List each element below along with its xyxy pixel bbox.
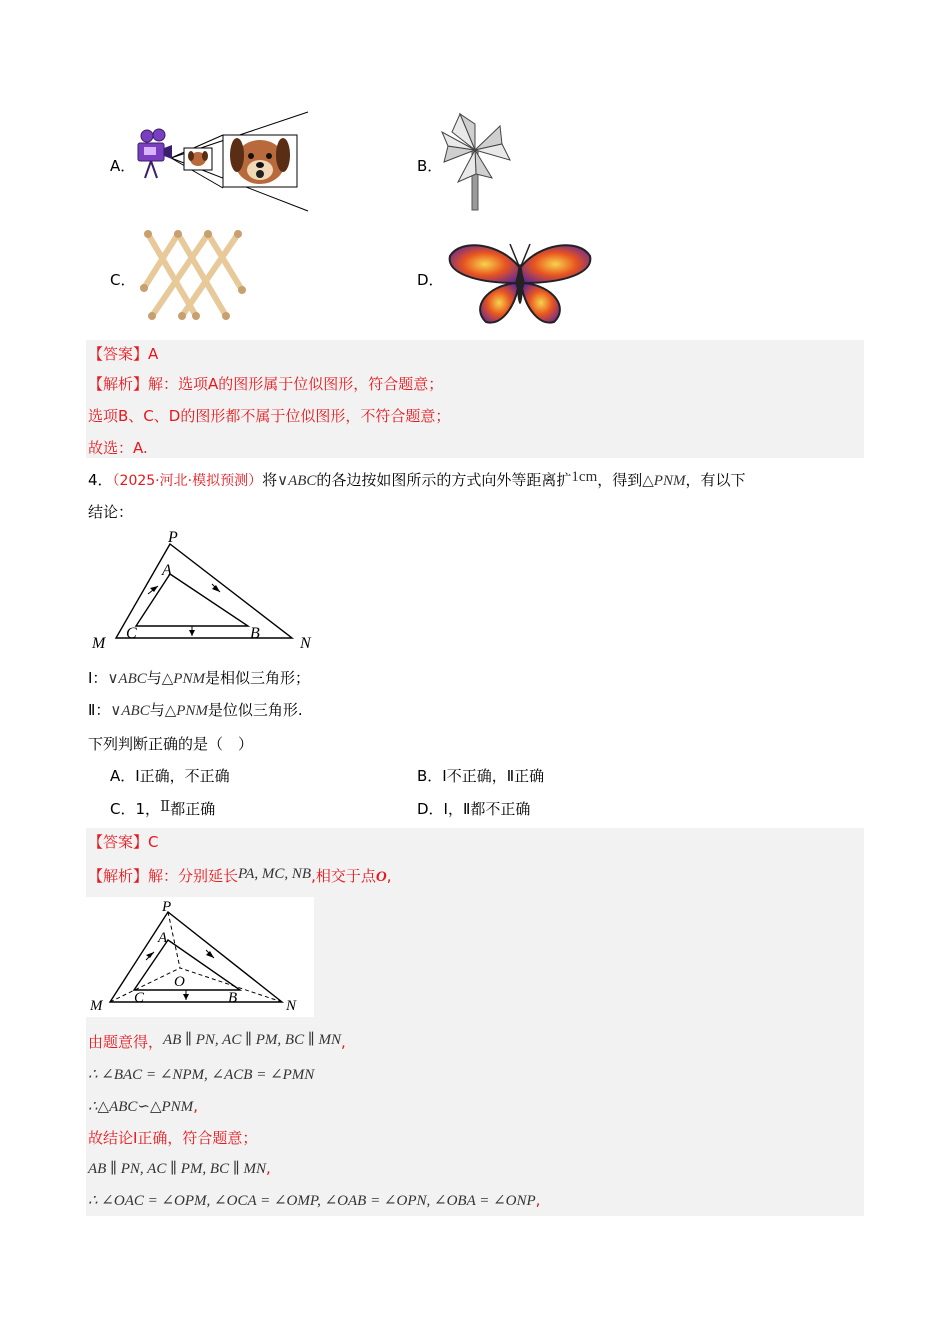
q4-analysis-line-4 (88, 1096, 198, 1117)
analysis-text: , (535, 1191, 541, 1209)
analysis-text: 解：分别延长 (148, 867, 239, 885)
conclusion-triangle: △PNM (161, 671, 205, 687)
answer-prefix: 【答案】 (88, 345, 149, 363)
answer-prefix: 【答案】 (88, 833, 149, 851)
q3-analysis-line-3: 故选：A. (88, 439, 148, 457)
butterfly-figure (446, 238, 594, 326)
wooden-rack-figure (138, 228, 250, 323)
q4-analysis-line-2 (88, 1032, 346, 1053)
label-p: P (168, 529, 178, 546)
label-m: M (92, 635, 106, 652)
q4-analysis-line-3 (88, 1064, 314, 1085)
analysis-text: ,相交于点 (311, 867, 376, 885)
q4-distance: 1cm (571, 469, 598, 485)
conclusion-text: 与 (146, 669, 162, 687)
option-roman: Ⅱ (160, 799, 171, 815)
solution-triangle-figure (88, 898, 314, 1016)
conclusion-triangle: △PNM (164, 703, 208, 719)
q4-text: ，有以下 (685, 471, 746, 489)
label-n: N (286, 998, 297, 1014)
conclusion-text: 是位似三角形. (207, 701, 303, 719)
q3-analysis-line-1 (88, 374, 443, 394)
analysis-point-o: O (375, 869, 387, 885)
q4-conclusion-1 (88, 668, 310, 689)
camera-projection-figure (135, 110, 310, 215)
q4-analysis-line-1 (88, 866, 392, 887)
q4-option-a: A．Ⅰ正确，不正确 (110, 767, 230, 785)
q4-analysis-line-7 (88, 1190, 540, 1211)
triangle-figure (88, 530, 328, 654)
analysis-text: 解：选项A的图形属于位似图形，符合题意； (148, 375, 444, 393)
label-a: A (162, 562, 172, 579)
q4-option-d: D．Ⅰ，Ⅱ都不正确 (417, 800, 531, 818)
analysis-prefix: 【解析】 (88, 375, 149, 393)
analysis-math: PA, MC, NB (238, 866, 312, 882)
answer-value: C (148, 833, 159, 851)
label-b: B (228, 990, 238, 1006)
analysis-math: ∴ ∠OAC = ∠OPM, ∠OCA = ∠OMP, ∠OAB = ∠OPN, ∠OBA = ∠ONP (88, 1193, 536, 1209)
q4-conclusion-2 (88, 700, 303, 721)
conclusion-text: 是相似三角形； (204, 669, 310, 687)
analysis-text: 由题意得， (88, 1033, 164, 1051)
q4-source: （2025·河北·模拟预测） (112, 473, 263, 489)
q4-triangle-pnm: △PNM (642, 473, 686, 489)
q4-stem-line-2: 结论： (88, 503, 134, 521)
option-a-label: A． (110, 157, 136, 175)
q3-analysis-line-2: 选项B、C、D的图形都不属于位似图形，不符合题意； (88, 407, 451, 425)
conclusion-number: Ⅱ： (88, 701, 111, 719)
analysis-math: ∴ ∠BAC = ∠NPM, ∠ACB = ∠PMN (88, 1067, 315, 1083)
q4-analysis-line-5: 故结论Ⅰ正确，符合题意； (88, 1129, 258, 1147)
label-o: O (174, 974, 185, 990)
analysis-text: , (193, 1097, 198, 1115)
q4-stem-line-1 (88, 470, 745, 491)
conclusion-number: Ⅰ： (88, 669, 108, 687)
answer-value: A (148, 345, 159, 363)
q4-number: 4． (88, 471, 113, 489)
option-text: 都正确 (170, 800, 216, 818)
conclusion-triangle: ∨ABC (107, 671, 147, 687)
analysis-text: , (266, 1159, 271, 1177)
option-d-label: D． (417, 271, 444, 289)
q4-answer-line (88, 832, 159, 852)
analysis-math: AB ∥ PN, AC ∥ PM, BC ∥ MN (88, 1161, 267, 1177)
conclusion-triangle: ∨ABC (110, 703, 150, 719)
q4-analysis-line-6 (88, 1158, 271, 1179)
q4-text: ，得到 (597, 471, 643, 489)
label-p: P (162, 899, 172, 915)
label-b: B (250, 625, 260, 642)
analysis-prefix: 【解析】 (88, 867, 149, 885)
q4-text: 的各边按如图所示的方式向外等距离扩 (316, 471, 572, 489)
analysis-math: ∴△ABC∽△PNM (88, 1099, 194, 1115)
analysis-text: , (341, 1033, 346, 1051)
option-b-label: B． (417, 157, 443, 175)
q3-answer-line (88, 344, 158, 364)
q4-question: 下列判断正确的是（ ） (88, 735, 254, 753)
label-m: M (90, 998, 103, 1014)
q3-answer-panel (86, 340, 864, 458)
analysis-math: AB ∥ PN, AC ∥ PM, BC ∥ MN (163, 1032, 342, 1048)
q4-option-b: B．Ⅰ不正确，Ⅱ正确 (417, 767, 545, 785)
label-n: N (300, 635, 311, 652)
conclusion-text: 与 (149, 701, 165, 719)
pinwheel-figure (440, 112, 515, 212)
q4-text: 将 (262, 471, 278, 489)
q4-option-c (110, 799, 215, 820)
label-c: C (134, 990, 145, 1006)
option-c-label: C． (110, 271, 136, 289)
label-c: C (126, 625, 137, 642)
option-text: C．1， (110, 800, 161, 818)
q4-triangle-abc: ∨ABC (277, 473, 317, 489)
analysis-text: , (386, 867, 392, 885)
label-a: A (158, 930, 168, 946)
